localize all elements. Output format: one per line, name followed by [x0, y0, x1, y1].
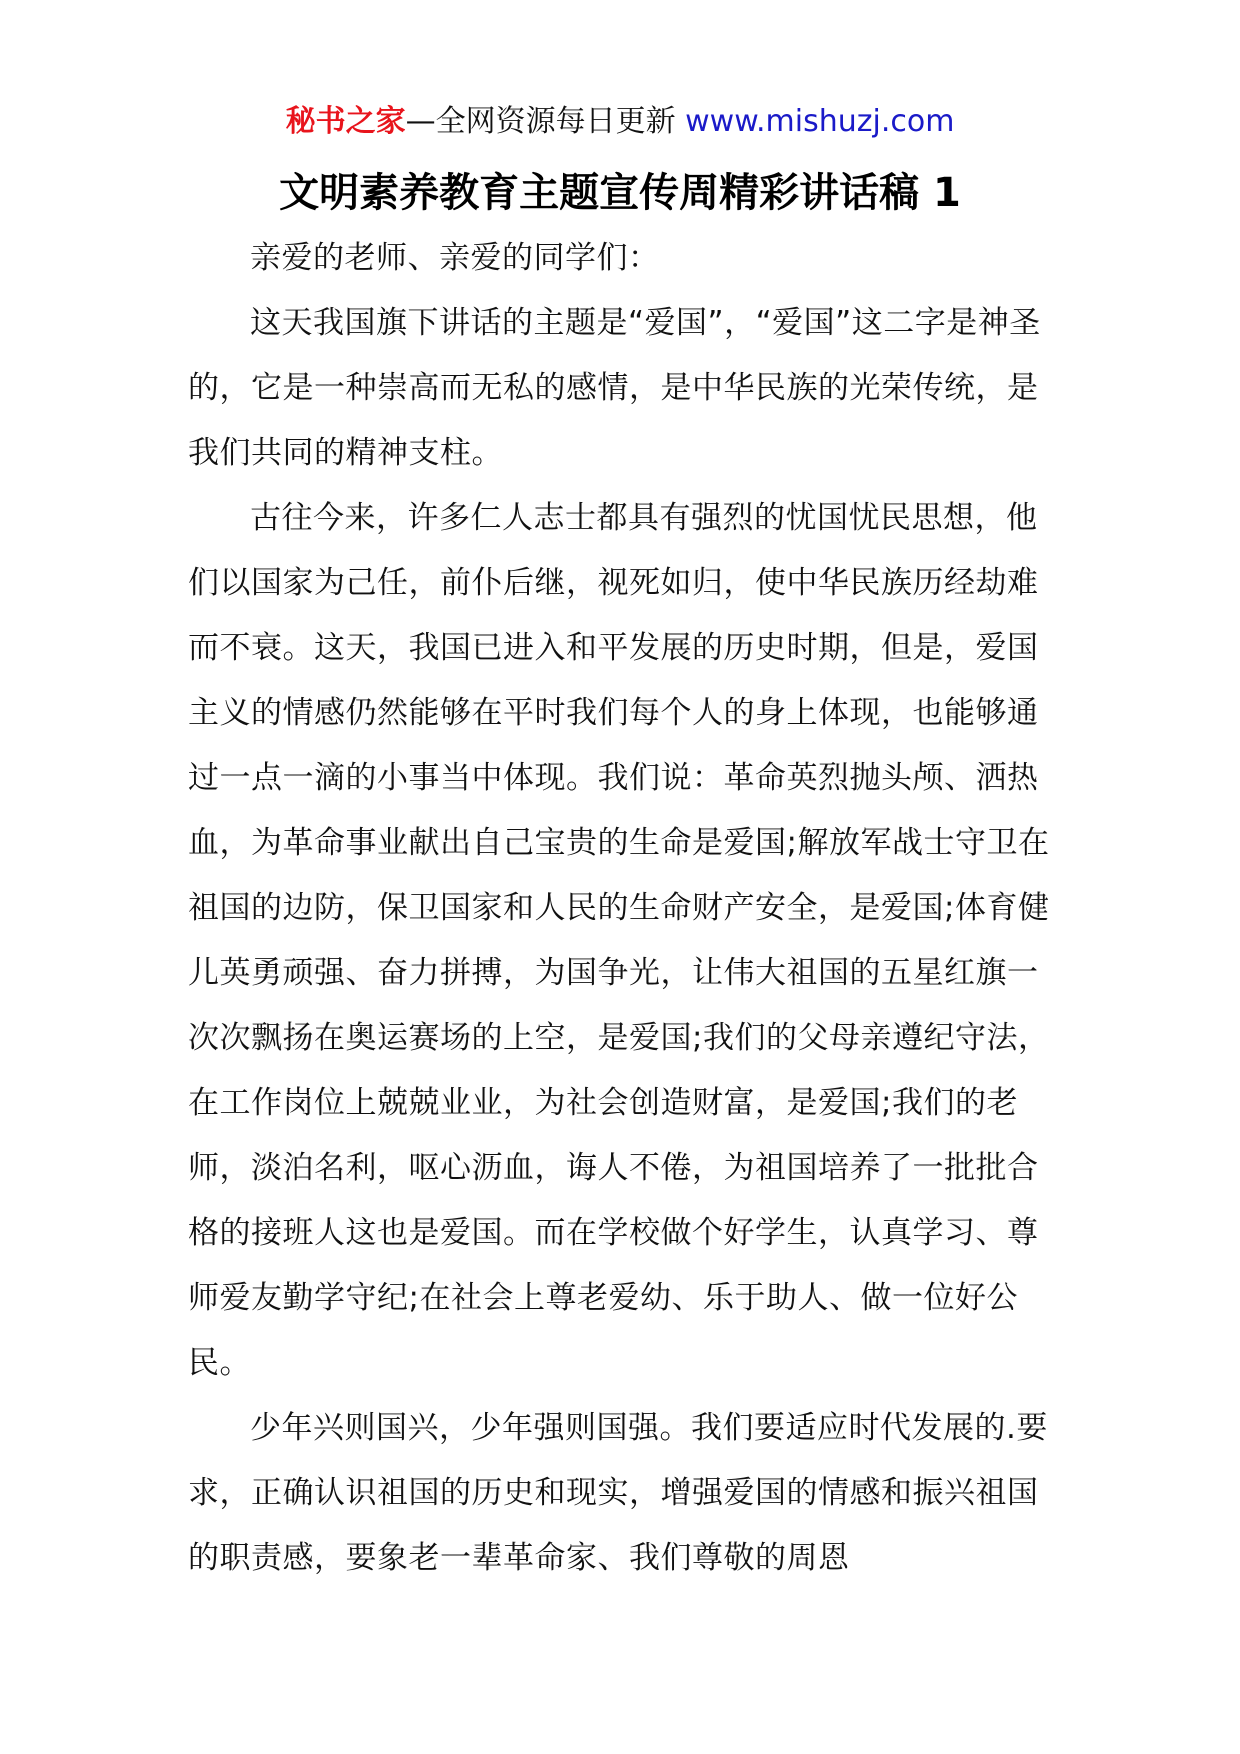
site-header	[0, 100, 1240, 144]
site-tagline: —全网资源每日更新	[405, 104, 676, 139]
document-title: 文明素养教育主题宣传周精彩讲话稿 1	[279, 170, 961, 216]
paragraph-salutation: 亲爱的老师、亲爱的同学们：	[250, 240, 660, 276]
paragraph-3: 少年兴则国兴，少年强则国强。我们要适应时代发展的.要求，正确认识祖国的历史和现实，增强爱国的情感和振兴祖国的职责感，要象老一辈革命家、我们尊敬的周恩	[188, 1410, 1048, 1576]
paragraph-2: 古往今来，许多仁人志士都具有强烈的忧国忧民思想，他们以国家为己任，前仆后继，视死如归，使中华民族历经劫难而不衰。这天，我国已进入和平发展的历史时期，但是，爱国主义的情感仍然能够在平时我们每个人的身上体现，也能够通过一点一滴的小事当中体现。我们说：革命英烈抛头颅、洒热血，为革命事业献出自己宝贵的生命是爱国;解放军战士守卫在祖国的边防，保卫国家和人民的生命财产安全，是爱国;体育健儿英勇顽强、奋力拼搏，为国争光，让伟大祖国的五星红旗一次次飘扬在奥运赛场的上空，是爱国;我们的父母亲遵纪守法，在工作岗位上兢兢业业，为社会创造财富，是爱国;我们的老师，淡泊名利，呕心沥血，诲人不倦，为祖国培养了一批批合格的接班人这也是爱国。而在学校做个好学生，认真学习、尊师爱友勤学守纪;在社会上尊老爱幼、乐于助人、做一位好公民。	[188, 500, 1050, 1381]
paragraph-1: 这天我国旗下讲话的主题是“爱国”，“爱国”这二字是神圣的，它是一种崇高而无私的感情，是中华民族的光荣传统，是我们共同的精神支柱。	[188, 305, 1041, 471]
site-url-link[interactable]: www.mishuzj.com	[685, 104, 955, 139]
document-body	[188, 226, 1052, 1591]
site-brand: 秘书之家	[285, 104, 406, 139]
